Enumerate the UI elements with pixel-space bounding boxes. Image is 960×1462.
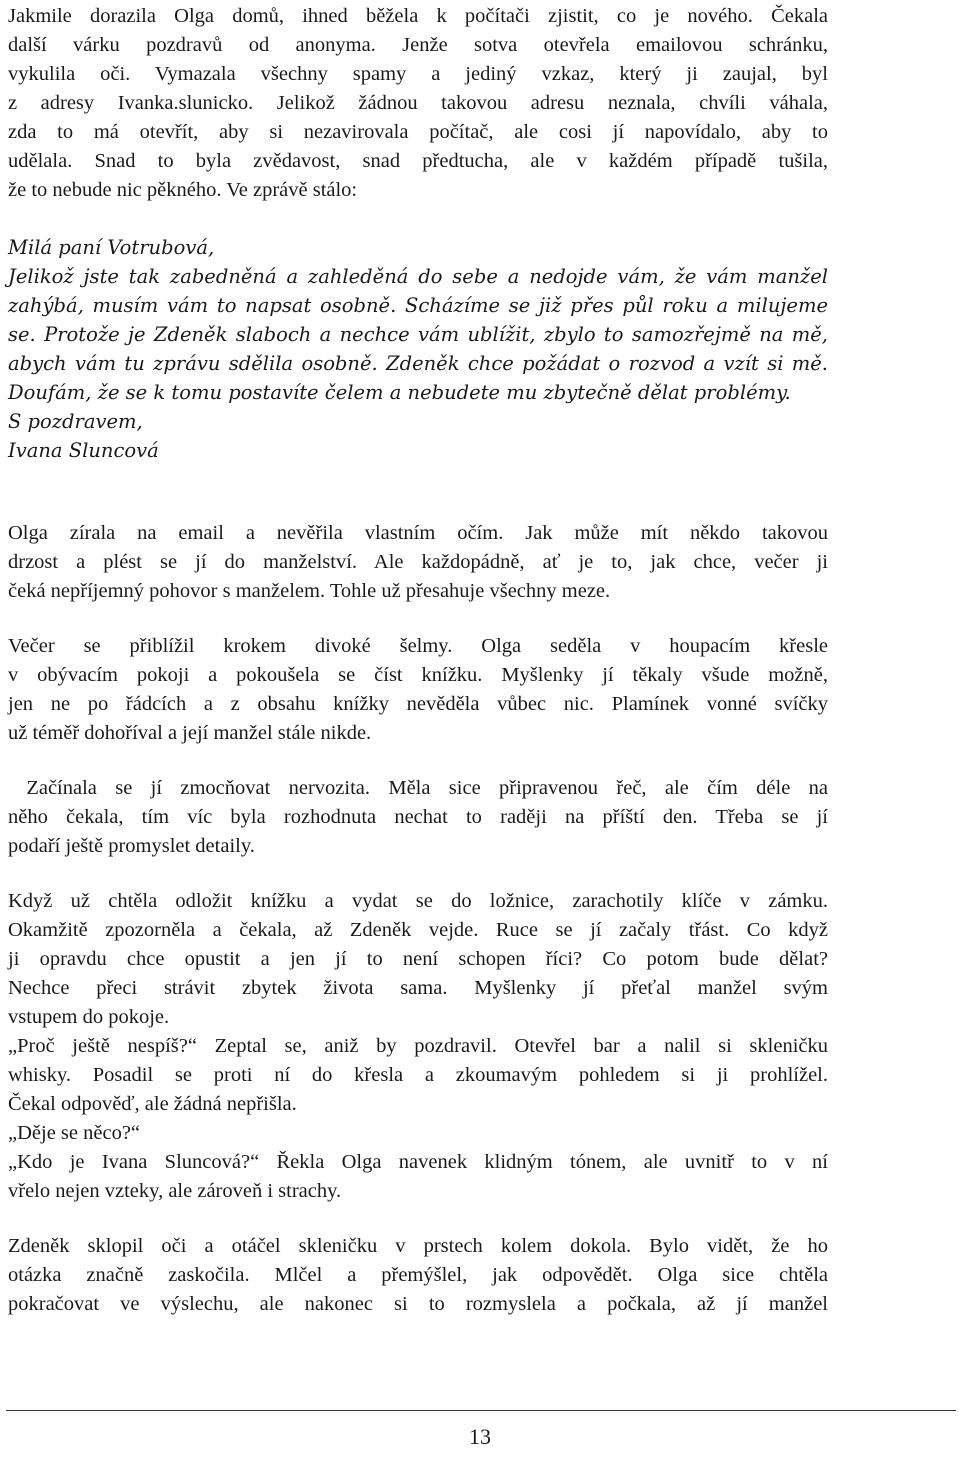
- dialogue-line: „Kdo je Ivana Sluncová?“ Řekla Olga navenek klidným tónem, ale uvnitř to v ní: [8, 1151, 828, 1173]
- text-line: Olga zírala na email a nevěřila vlastním očím. Jak může mít někdo takovou: [8, 522, 828, 544]
- text-line: Jelikož jste tak zabedněná a zahleděná do sebe a nedojde vám, že vám manžel: [8, 265, 828, 288]
- paragraph: [8, 519, 828, 606]
- text-line: zahýbá, musím vám to napsat osobně. Scházíme se již přes půl roku a milujeme: [8, 294, 828, 317]
- text-line: Okamžitě zpozorněla a čekala, až Zdeněk vejde. Ruce se jí začaly třást. Co když: [8, 919, 828, 941]
- text-line: vřelo nejen vzteky, ale zároveň i strachy.: [8, 1180, 342, 1202]
- text-line: Doufám, že se k tomu postavíte čelem a nebudete mu zbytečně dělat problémy.: [8, 381, 791, 404]
- paragraph: [8, 887, 828, 1206]
- letter-closing: S pozdravem,: [8, 410, 143, 433]
- text-line: z adresy Ivanka.slunicko. Jelikož žádnou takovou adresu neznala, chvíli váhala,: [8, 92, 828, 114]
- email-letter: [8, 233, 828, 465]
- text-line: whisky. Posadil se proti ní do křesla a zkoumavým pohledem si ji prohlížel.: [8, 1064, 828, 1086]
- text-line: něho čekala, tím víc byla rozhodnuta nechat to raději na příští den. Třeba se jí: [8, 806, 828, 828]
- text-line: že to nebude nic pěkného. Ve zprávě stálo:: [8, 179, 358, 201]
- page-number: 13: [469, 1424, 491, 1449]
- text-line: Jakmile dorazila Olga domů, ihned běžela k počítači zjistit, co je nového. Čekala: [8, 5, 828, 27]
- text-line: Nechce přeci strávit zbytek života sama. Myšlenky jí přeťal manžel svým: [8, 977, 828, 999]
- letter-signature: Ivana Sluncová: [8, 439, 159, 462]
- document-page: [8, 0, 828, 1319]
- dialogue-line: „Proč ještě nespíš?“ Zeptal se, aniž by pozdravil. Otevřel bar a nalil si skleničku: [8, 1035, 828, 1057]
- text-line: Začínala se jí zmocňovat nervozita. Měla sice připravenou řeč, ale čím déle na: [8, 777, 828, 799]
- text-line: zda to má otevřít, aby si nezavirovala počítač, ale cosi jí napovídalo, aby to: [8, 121, 828, 143]
- paragraph: [8, 632, 828, 748]
- text-line: už téměř dohoříval a její manžel stále nikde.: [8, 722, 372, 744]
- text-line: Čekal odpověď, ale žádná nepřišla.: [8, 1093, 297, 1115]
- intro-paragraph: [8, 2, 828, 205]
- text-line: vykulila oči. Vymazala všechny spamy a jediný vzkaz, který ji zaujal, byl: [8, 63, 828, 85]
- text-line: čeká nepříjemný pohovor s manželem. Tohle už přesahuje všechny meze.: [8, 580, 611, 602]
- text-line: Večer se přiblížil krokem divoké šelmy. Olga seděla v houpacím křesle: [8, 635, 828, 657]
- text-line: abych vám tu zprávu sdělila osobně. Zdeněk chce požádat o rozvod a vzít si mě.: [8, 352, 828, 375]
- text-line: otázka značně zaskočila. Mlčel a přemýšlel, jak odpovědět. Olga sice chtěla: [8, 1264, 828, 1286]
- dialogue-line: „Děje se něco?“: [8, 1122, 141, 1144]
- text-line: pokračovat ve výslechu, ale nakonec si to rozmyslela a počkala, až jí manžel: [8, 1293, 828, 1315]
- text-line: další várku pozdravů od anonyma. Jenže sotva otevřela emailovou schránku,: [8, 34, 828, 56]
- paragraph: [8, 1232, 828, 1319]
- text-line: udělala. Snad to byla zvědavost, snad předtucha, ale v každém případě tušila,: [8, 150, 828, 172]
- text-line: Když už chtěla odložit knížku a vydat se do ložnice, zarachotily klíče v zámku.: [8, 890, 828, 912]
- text-line: vstupem do pokoje.: [8, 1006, 170, 1028]
- footer-divider: [6, 1410, 956, 1411]
- text-line: Zdeněk sklopil oči a otáčel skleničku v prstech kolem dokola. Bylo vidět, že ho: [8, 1235, 828, 1257]
- letter-salutation: Milá paní Votrubová,: [8, 236, 215, 259]
- text-line: drzost a plést se jí do manželství. Ale každopádně, ať je to, jak chce, večer ji: [8, 551, 828, 573]
- text-line: ji opravdu chce opustit a jen jí to není schopen říci? Co potom bude dělat?: [8, 948, 828, 970]
- text-line: v obývacím pokoji a pokoušela se číst knížku. Myšlenky jí těkaly všude možně,: [8, 664, 828, 686]
- paragraph: [8, 774, 828, 861]
- text-line: podaří ještě promyslet detaily.: [8, 835, 255, 857]
- text-line: jen ne po řádcích a z obsahu knížky nevěděla vůbec nic. Plamínek vonné svíčky: [8, 693, 828, 715]
- text-line: se. Protože je Zdeněk slaboch a nechce vám ublížit, zbylo to samozřejmě na mě,: [8, 323, 828, 346]
